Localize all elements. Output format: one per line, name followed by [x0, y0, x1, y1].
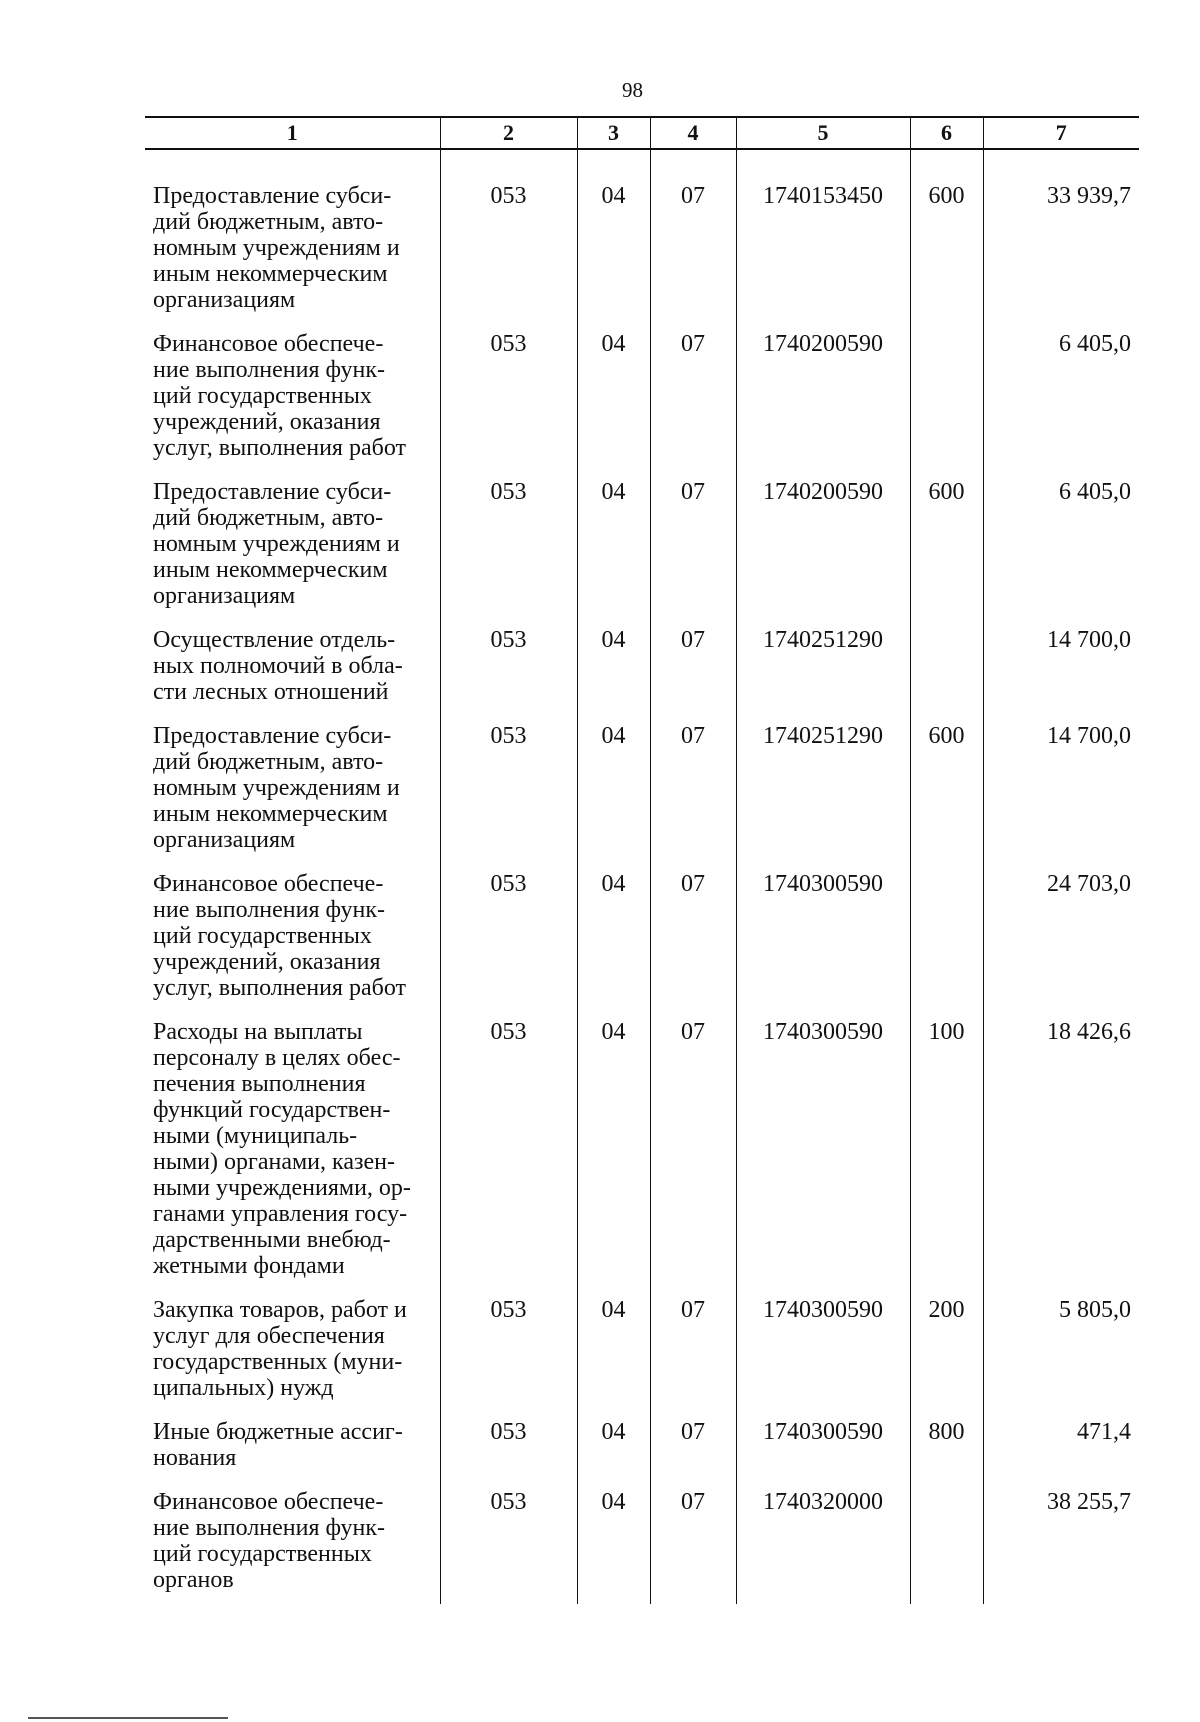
- name-line: услуг, выполнения работ: [153, 435, 406, 461]
- cell-col-1: [145, 864, 440, 1012]
- table-row: [145, 864, 1139, 1012]
- cell-col-5: 1740300590: [736, 864, 910, 1012]
- cell-col-4: 07: [650, 1482, 736, 1604]
- cell-col-5: 1740300590: [736, 1412, 910, 1482]
- cell-col-6: 600: [910, 716, 983, 864]
- table-row: [145, 1012, 1139, 1290]
- cell-col-1: [145, 324, 440, 472]
- name-line: Финансовое обеспече-: [153, 1489, 384, 1515]
- cell-col-2: 053: [440, 1290, 577, 1412]
- column-header-4: 4: [650, 117, 736, 149]
- cell-col-7: 18 426,6: [983, 1012, 1139, 1290]
- name-line: ципальных) нужд: [153, 1375, 334, 1401]
- table-row: [145, 176, 1139, 324]
- name-line: Закупка товаров, работ и: [153, 1297, 407, 1323]
- name-line: органов: [153, 1567, 234, 1593]
- cell-col-6: [910, 864, 983, 1012]
- name-line: Финансовое обеспече-: [153, 871, 384, 897]
- name-line: иным некоммерческим: [153, 801, 388, 827]
- cell-col-1: [145, 1482, 440, 1604]
- cell-col-2: 053: [440, 864, 577, 1012]
- cell-col-3: 04: [577, 716, 650, 864]
- cell-col-3: 04: [577, 1012, 650, 1290]
- cell-col-6: 200: [910, 1290, 983, 1412]
- cell-col-2: 053: [440, 620, 577, 716]
- cell-col-4: 07: [650, 176, 736, 324]
- table-header-row: [145, 117, 1139, 149]
- cell-col-2: 053: [440, 324, 577, 472]
- cell-col-6: 100: [910, 1012, 983, 1290]
- cell-col-6: [910, 620, 983, 716]
- bottom-rule: [28, 1717, 228, 1719]
- table-row: [145, 1412, 1139, 1482]
- name-line: иным некоммерческим: [153, 557, 388, 583]
- cell-col-5: 1740153450: [736, 176, 910, 324]
- cell-col-3: 04: [577, 1482, 650, 1604]
- cell-col-4: 07: [650, 472, 736, 620]
- name-line: жетными фондами: [153, 1253, 345, 1279]
- cell-col-7: 14 700,0: [983, 716, 1139, 864]
- cell-col-5: 1740251290: [736, 716, 910, 864]
- name-line: ций государственных: [153, 923, 372, 949]
- table-row: [145, 1482, 1139, 1604]
- cell-col-4: 07: [650, 1012, 736, 1290]
- cell-col-6: 600: [910, 176, 983, 324]
- name-line: номным учреждениям и: [153, 235, 400, 261]
- cell-col-1: [145, 472, 440, 620]
- cell-col-1: [145, 716, 440, 864]
- cell-col-1: [145, 1412, 440, 1482]
- cell-col-6: [910, 324, 983, 472]
- name-line: ных полномочий в обла-: [153, 653, 403, 679]
- cell-col-2: 053: [440, 176, 577, 324]
- column-header-2: 2: [440, 117, 577, 149]
- cell-col-2: 053: [440, 716, 577, 864]
- name-line: Осуществление отдель-: [153, 627, 396, 653]
- name-line: номным учреждениям и: [153, 531, 400, 557]
- cell-col-1: [145, 1290, 440, 1412]
- cell-col-3: 04: [577, 1290, 650, 1412]
- name-line: дий бюджетным, авто-: [153, 749, 384, 775]
- name-line: Финансовое обеспече-: [153, 331, 384, 357]
- name-line: учреждений, оказания: [153, 949, 381, 975]
- name-line: организациям: [153, 827, 296, 853]
- cell-col-5: 1740300590: [736, 1012, 910, 1290]
- name-line: ганами управления госу-: [153, 1201, 408, 1227]
- table-row: [145, 472, 1139, 620]
- column-header-5: 5: [736, 117, 910, 149]
- name-line: Иные бюджетные ассиг-: [153, 1419, 403, 1445]
- cell-col-2: 053: [440, 1482, 577, 1604]
- cell-col-6: [910, 1482, 983, 1604]
- cell-col-4: 07: [650, 1290, 736, 1412]
- budget-table: [145, 116, 1139, 1604]
- cell-col-5: 1740200590: [736, 472, 910, 620]
- column-header-7: 7: [983, 117, 1139, 149]
- name-line: ние выполнения функ-: [153, 1515, 385, 1541]
- name-line: нования: [153, 1445, 237, 1471]
- name-line: номным учреждениям и: [153, 775, 400, 801]
- name-line: иным некоммерческим: [153, 261, 388, 287]
- name-line: дий бюджетным, авто-: [153, 505, 384, 531]
- name-line: организациям: [153, 583, 296, 609]
- column-header-3: 3: [577, 117, 650, 149]
- cell-col-2: 053: [440, 472, 577, 620]
- table-body: [145, 149, 1139, 1604]
- cell-col-7: 471,4: [983, 1412, 1139, 1482]
- name-line: ными) органами, казен-: [153, 1149, 395, 1175]
- cell-col-3: 04: [577, 864, 650, 1012]
- name-line: услуг, выполнения работ: [153, 975, 406, 1001]
- cell-col-7: 5 805,0: [983, 1290, 1139, 1412]
- name-line: ние выполнения функ-: [153, 897, 385, 923]
- cell-col-3: 04: [577, 1412, 650, 1482]
- cell-col-6: 800: [910, 1412, 983, 1482]
- name-line: сти лесных отношений: [153, 679, 389, 705]
- column-header-1: 1: [145, 117, 440, 149]
- cell-col-5: 1740251290: [736, 620, 910, 716]
- name-line: государственных (муни-: [153, 1349, 403, 1375]
- cell-col-5: 1740320000: [736, 1482, 910, 1604]
- cell-col-6: 600: [910, 472, 983, 620]
- cell-col-5: 1740300590: [736, 1290, 910, 1412]
- name-line: печения выполнения: [153, 1071, 366, 1097]
- name-line: персоналу в целях обес-: [153, 1045, 401, 1071]
- name-line: ций государственных: [153, 1541, 372, 1567]
- name-line: дий бюджетным, авто-: [153, 209, 384, 235]
- name-line: ций государственных: [153, 383, 372, 409]
- table-row: [145, 620, 1139, 716]
- cell-col-7: 38 255,7: [983, 1482, 1139, 1604]
- name-line: Предоставление субси-: [153, 723, 392, 749]
- cell-col-4: 07: [650, 1412, 736, 1482]
- table-row: [145, 324, 1139, 472]
- cell-col-7: 6 405,0: [983, 472, 1139, 620]
- name-line: ными (муниципаль-: [153, 1123, 358, 1149]
- name-line: организациям: [153, 287, 296, 313]
- name-line: услуг для обеспечения: [153, 1323, 385, 1349]
- cell-col-2: 053: [440, 1012, 577, 1290]
- name-line: учреждений, оказания: [153, 409, 381, 435]
- cell-col-1: [145, 620, 440, 716]
- table-row: [145, 716, 1139, 864]
- name-line: дарственными внебюд-: [153, 1227, 391, 1253]
- name-line: ние выполнения функ-: [153, 357, 385, 383]
- name-line: Предоставление субси-: [153, 479, 392, 505]
- page-number: 98: [622, 78, 643, 102]
- cell-col-7: 6 405,0: [983, 324, 1139, 472]
- cell-col-7: 14 700,0: [983, 620, 1139, 716]
- cell-col-3: 04: [577, 620, 650, 716]
- name-line: ными учреждениями, ор-: [153, 1175, 411, 1201]
- cell-col-3: 04: [577, 324, 650, 472]
- cell-col-4: 07: [650, 864, 736, 1012]
- cell-col-7: 24 703,0: [983, 864, 1139, 1012]
- column-header-6: 6: [910, 117, 983, 149]
- cell-col-7: 33 939,7: [983, 176, 1139, 324]
- name-line: Расходы на выплаты: [153, 1019, 363, 1045]
- cell-col-1: [145, 176, 440, 324]
- cell-col-4: 07: [650, 716, 736, 864]
- table-row: [145, 1290, 1139, 1412]
- cell-col-5: 1740200590: [736, 324, 910, 472]
- name-line: функций государствен-: [153, 1097, 391, 1123]
- cell-col-4: 07: [650, 620, 736, 716]
- cell-col-3: 04: [577, 176, 650, 324]
- cell-col-4: 07: [650, 324, 736, 472]
- name-line: Предоставление субси-: [153, 183, 392, 209]
- cell-col-3: 04: [577, 472, 650, 620]
- cell-col-2: 053: [440, 1412, 577, 1482]
- cell-col-1: [145, 1012, 440, 1290]
